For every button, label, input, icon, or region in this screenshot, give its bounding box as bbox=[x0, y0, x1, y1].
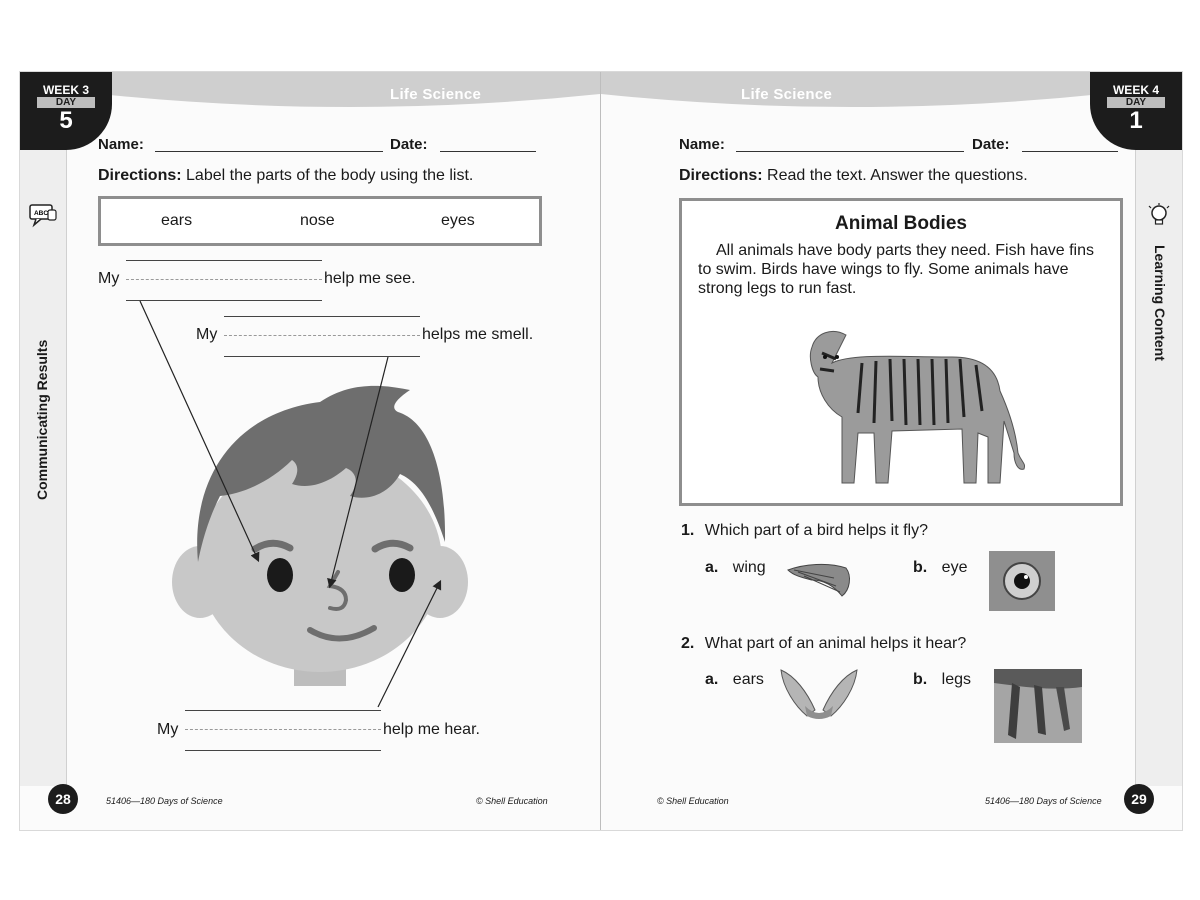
date-label: Date: bbox=[972, 136, 1010, 153]
banner bbox=[601, 72, 1102, 112]
day-badge bbox=[1090, 72, 1182, 150]
word-bank-item: nose bbox=[300, 212, 335, 229]
passage-title: Animal Bodies bbox=[835, 213, 967, 234]
banner-title: Life Science bbox=[390, 86, 482, 103]
sentence-3-suffix: help me hear. bbox=[383, 721, 480, 738]
pointer-lines bbox=[20, 72, 600, 830]
eye-icon bbox=[989, 551, 1055, 611]
directions-text: Read the text. Answer the questions. bbox=[767, 167, 1028, 184]
name-label: Name: bbox=[98, 136, 144, 153]
name-line[interactable] bbox=[736, 151, 964, 152]
footer-title: 51406—180 Days of Science bbox=[985, 796, 1102, 806]
sentence-1-prefix: My bbox=[98, 270, 120, 287]
wing-icon bbox=[784, 556, 854, 606]
option-label: wing bbox=[732, 559, 766, 576]
footer-copyright: © Shell Education bbox=[476, 796, 548, 806]
footer-title: 51406—180 Days of Science bbox=[106, 796, 223, 806]
left-page bbox=[20, 72, 600, 830]
side-label: Learning Content bbox=[1152, 245, 1168, 361]
legs-icon bbox=[994, 669, 1082, 743]
option-label: eye bbox=[941, 559, 968, 576]
option-2a[interactable] bbox=[705, 671, 764, 689]
question-text: What part of an animal helps it hear? bbox=[704, 635, 967, 652]
day-label: DAY bbox=[37, 97, 95, 108]
directions-label: Directions: bbox=[679, 167, 763, 184]
option-2b[interactable] bbox=[913, 671, 971, 689]
tiger-illustration bbox=[792, 313, 1032, 489]
sentence-2-suffix: helps me smell. bbox=[422, 326, 534, 343]
option-letter: b. bbox=[913, 671, 928, 688]
question-number: 2. bbox=[681, 635, 695, 652]
question-1 bbox=[681, 522, 928, 540]
day-label: DAY bbox=[1107, 97, 1165, 108]
book-spread bbox=[20, 72, 1182, 830]
side-label: Communicating Results bbox=[34, 339, 50, 500]
day-number: 1 bbox=[1129, 107, 1143, 134]
directions bbox=[679, 167, 1028, 185]
footer-copyright: © Shell Education bbox=[657, 796, 729, 806]
question-2 bbox=[681, 635, 966, 653]
week-label: WEEK 3 bbox=[42, 83, 89, 97]
name-label: Name: bbox=[679, 136, 725, 153]
option-letter: b. bbox=[913, 559, 928, 576]
directions-label: Directions: bbox=[98, 167, 182, 184]
week-label: WEEK 4 bbox=[1112, 83, 1159, 97]
lightbulb-icon bbox=[1144, 202, 1174, 228]
sentence-3-prefix: My bbox=[157, 721, 179, 738]
sentence-1-suffix: help me see. bbox=[324, 270, 416, 287]
question-text: Which part of a bird helps it fly? bbox=[704, 522, 929, 539]
directions-text: Label the parts of the body using the list. bbox=[186, 167, 474, 184]
passage-box bbox=[679, 198, 1123, 506]
option-label: legs bbox=[941, 671, 972, 688]
page-number: 29 bbox=[1124, 784, 1154, 814]
word-bank-item: eyes bbox=[441, 212, 475, 229]
option-1b[interactable] bbox=[913, 559, 967, 577]
word-bank-item: ears bbox=[161, 212, 193, 229]
option-letter: a. bbox=[705, 559, 719, 576]
page-number: 28 bbox=[48, 784, 78, 814]
date-line[interactable] bbox=[1022, 151, 1118, 152]
question-number: 1. bbox=[681, 522, 695, 539]
speech-bubble-text: ABC bbox=[33, 210, 49, 217]
banner-wave bbox=[601, 94, 1102, 116]
ears-icon bbox=[775, 666, 863, 720]
banner-title: Life Science bbox=[741, 86, 833, 103]
option-1a[interactable] bbox=[705, 559, 766, 577]
right-page bbox=[601, 72, 1182, 830]
option-label: ears bbox=[732, 671, 764, 688]
option-letter: a. bbox=[705, 671, 719, 688]
date-label: Date: bbox=[390, 136, 428, 153]
passage-text: All animals have body parts they need. Fish have fins to swim. Birds have wings to fly. Some animals have strong legs to run fast. bbox=[698, 242, 1094, 297]
sentence-2-prefix: My bbox=[196, 326, 218, 343]
day-number: 5 bbox=[59, 107, 73, 134]
side-strip bbox=[1135, 150, 1182, 786]
